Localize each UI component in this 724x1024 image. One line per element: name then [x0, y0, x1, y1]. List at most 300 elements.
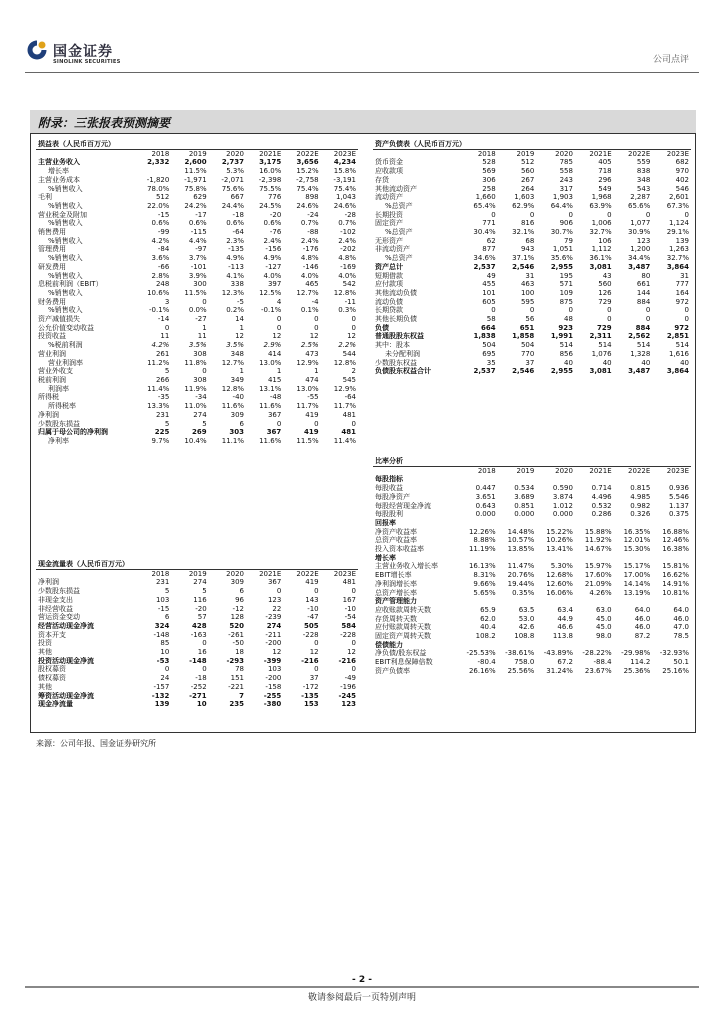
row-label: 其他长期负债: [375, 315, 417, 324]
cell-value: 37: [525, 358, 535, 367]
row-label: 总资产增长率: [375, 588, 417, 597]
cell-value: 504: [520, 341, 535, 350]
cell-value: 943: [520, 245, 535, 254]
table-row: [373, 623, 691, 632]
cell-value: 13.19%: [623, 588, 651, 597]
cell-value: 2.4%: [338, 236, 356, 245]
cell-value: 4: [276, 297, 282, 306]
cell-value: 1,043: [335, 193, 356, 202]
cell-value: 106: [598, 236, 612, 245]
cell-value: -102: [340, 228, 356, 237]
row-label: 少数股东损益: [38, 419, 80, 428]
cell-value: 402: [675, 175, 689, 184]
cell-value: 512: [155, 193, 170, 202]
cell-value: 50.1: [673, 658, 689, 667]
cell-value: 2,600: [184, 158, 207, 167]
cell-value: 923: [558, 323, 573, 332]
cell-value: 1: [239, 367, 244, 376]
cell-value: 367: [266, 428, 282, 437]
table-row: [373, 562, 691, 571]
cell-value: -18: [232, 210, 244, 219]
cell-value: 1,124: [668, 219, 689, 228]
cell-value: 571: [559, 280, 573, 289]
cell-value: 4.26%: [589, 588, 612, 597]
cell-value: 1,991: [550, 332, 573, 341]
row-label: 资产减值损失: [38, 315, 80, 324]
cell-value: 5.3%: [226, 167, 244, 176]
cell-value: 898: [305, 193, 319, 202]
cell-value: 0.7%: [300, 219, 319, 228]
cell-value: 126: [598, 288, 612, 297]
cell-value: 542: [342, 280, 356, 289]
row-label: 其他: [38, 648, 52, 657]
cell-value: 46.0: [634, 614, 651, 623]
cell-value: 40: [680, 358, 689, 367]
income-statement-table: [36, 140, 358, 446]
cell-value: [536, 597, 575, 606]
cell-value: 0.000: [475, 510, 496, 519]
cell-value: 13.41%: [546, 545, 573, 554]
cell-value: 0: [491, 210, 496, 219]
row-label: 每股股利: [375, 510, 403, 519]
row-label: 回报率: [375, 518, 396, 527]
row-label: 应付账款周转天数: [375, 623, 431, 632]
cell-value: 481: [341, 428, 356, 437]
year-header: 2021E: [259, 569, 282, 578]
appendix-title: 附录：三张报表预测摘要: [38, 116, 171, 130]
table-row: [373, 475, 691, 484]
cell-value: 3,175: [259, 158, 282, 167]
cell-value: 5.546: [668, 492, 689, 501]
cell-value: 0.0%: [188, 306, 207, 315]
row-label: 固定资产: [375, 219, 403, 228]
cell-value: 0.532: [591, 501, 612, 510]
row-label: 应收账款周转天数: [375, 605, 431, 614]
cell-value: -172: [302, 682, 319, 691]
cell-value: -5: [237, 297, 244, 306]
cell-value: -10: [344, 604, 356, 613]
row-label: 每股经营现金净流: [375, 501, 431, 510]
cell-value: 62.9%: [512, 201, 535, 210]
cell-value: 261: [155, 349, 170, 358]
cell-value: -28.22%: [582, 649, 612, 658]
cell-value: -115: [190, 228, 207, 237]
cell-value: 296: [598, 175, 612, 184]
cell-value: 12.8%: [333, 288, 356, 297]
cell-value: 12.26%: [468, 527, 496, 536]
cell-value: -1,971: [184, 175, 207, 184]
cell-value: 264: [520, 184, 535, 193]
row-label: 增长率: [375, 553, 396, 562]
cell-value: 0: [607, 315, 612, 324]
cell-value: 64.0: [634, 605, 651, 614]
cell-value: 0: [276, 315, 282, 324]
row-label: 经营活动现金净流: [38, 621, 94, 630]
source-note: 来源：公司年报、国金证券研究所: [36, 739, 156, 748]
row-label: 营业利润: [38, 349, 66, 358]
year-header: 2019: [188, 569, 207, 578]
cell-value: -146: [302, 262, 319, 271]
table-row: [36, 185, 358, 194]
cell-value: 3.5%: [188, 341, 207, 350]
cell-value: 12.9%: [333, 384, 356, 393]
cell-value: -15: [157, 604, 170, 613]
cell-value: -20: [195, 604, 207, 613]
document-type: 公司点评: [652, 55, 689, 65]
row-label: 流动资产: [375, 193, 403, 202]
row-label: 货币资金: [375, 158, 403, 167]
cell-value: 12.60%: [546, 579, 573, 588]
table-row: [373, 589, 691, 598]
row-label: 归属于母公司的净利润: [38, 428, 108, 437]
cell-value: 6: [239, 419, 244, 428]
row-label: 净负债/股东权益: [375, 649, 427, 658]
cell-value: 35.6%: [550, 254, 573, 263]
table-row: [373, 359, 691, 368]
cell-value: 15.8%: [333, 167, 356, 176]
table-row: [36, 402, 358, 411]
cell-value: 116: [193, 595, 207, 604]
cell-value: 4.4%: [188, 236, 207, 245]
cell-value: 1,616: [668, 349, 689, 358]
cell-value: 5: [202, 419, 207, 428]
cell-value: 16.62%: [662, 571, 689, 580]
cell-value: [614, 597, 653, 606]
cell-value: 11: [160, 332, 170, 341]
cell-value: 144: [636, 288, 651, 297]
cell-value: 0.6%: [226, 219, 244, 228]
cell-value: 2.4%: [300, 236, 319, 245]
cell-value: 10.81%: [662, 588, 689, 597]
cell-value: 1: [276, 367, 282, 376]
cell-value: 473: [305, 349, 319, 358]
row-label: 净资产收益率: [375, 527, 417, 536]
table-title: 现金流量表（人民币百万元）: [36, 560, 358, 569]
cell-value: 11: [197, 332, 207, 341]
cell-value: 667: [230, 193, 244, 202]
cell-value: -54: [344, 613, 356, 622]
cell-value: 463: [520, 280, 535, 289]
row-label: 主营业务收入增长率: [375, 562, 438, 571]
cell-value: 13.85%: [507, 545, 535, 554]
cell-value: 2.3%: [226, 236, 244, 245]
table-row: [373, 571, 691, 580]
row-label: 非经营收益: [38, 604, 73, 613]
row-label: 其他流动负债: [375, 288, 417, 297]
cell-value: 14: [235, 315, 244, 324]
cell-value: 15.81%: [662, 562, 689, 571]
cell-value: 30.4%: [473, 228, 496, 237]
cell-value: 0.714: [591, 484, 612, 493]
row-label: 非现金支出: [38, 595, 73, 604]
cell-value: -157: [153, 682, 170, 691]
cell-value: 78.0%: [147, 184, 170, 193]
row-label: 负债股东权益合计: [375, 367, 431, 376]
cell-value: 0.643: [475, 501, 496, 510]
cell-value: -25.53%: [466, 649, 496, 658]
year-header: 2022E: [296, 569, 319, 578]
cell-value: -97: [195, 245, 207, 254]
cell-value: 0: [276, 323, 282, 332]
cell-value: 0: [314, 323, 319, 332]
cell-value: 4.496: [591, 492, 612, 501]
row-label: 营业税金及附加: [38, 210, 87, 219]
table-row: [36, 692, 358, 701]
cell-value: 2.2%: [338, 341, 356, 350]
cell-value: 15.17%: [623, 562, 651, 571]
cell-value: [536, 519, 575, 528]
cell-value: 6: [239, 587, 244, 596]
cell-value: 0.6%: [151, 219, 170, 228]
year-header: 2023E: [666, 466, 689, 475]
cell-value: -245: [338, 691, 356, 700]
cell-value: -2,398: [258, 175, 282, 184]
cell-value: 108.2: [475, 632, 496, 641]
cell-value: 514: [675, 341, 689, 350]
year-header: 2019: [516, 149, 535, 158]
year-header: 2020: [555, 466, 573, 475]
cell-value: 26.16%: [468, 666, 496, 675]
page-header: [0, 0, 724, 72]
cell-value: -29.98%: [621, 649, 651, 658]
cell-value: -2,758: [296, 175, 319, 184]
cell-value: 545: [342, 375, 356, 384]
cell-value: -88: [307, 228, 319, 237]
cell-value: 258: [482, 184, 496, 193]
cell-value: -271: [189, 691, 207, 700]
cell-value: [536, 641, 575, 650]
cell-value: 67.3%: [666, 201, 689, 210]
table-row: [36, 324, 358, 333]
cell-value: 9.7%: [151, 436, 170, 445]
cell-value: 24: [160, 674, 170, 683]
cell-value: [459, 475, 498, 484]
cell-value: -196: [340, 682, 356, 691]
row-label: 资产管理能力: [375, 597, 417, 606]
cell-value: 243: [559, 175, 573, 184]
table-row: [373, 298, 691, 307]
cell-value: -399: [263, 656, 282, 665]
row-label: 非流动资产: [375, 245, 410, 254]
cell-value: 419: [305, 578, 319, 587]
cell-value: 12.7%: [221, 358, 244, 367]
cell-value: 514: [636, 341, 651, 350]
cell-value: 248: [155, 280, 170, 289]
cell-value: [134, 167, 171, 176]
cell-value: 1.012: [552, 501, 573, 510]
row-label: 应收款项: [375, 167, 403, 176]
cell-value: 6: [164, 613, 170, 622]
cell-value: 14.14%: [623, 579, 651, 588]
year-header-blank: [373, 149, 459, 158]
table-row: [36, 289, 358, 298]
cell-value: 2,562: [628, 332, 651, 341]
cell-value: 0: [351, 639, 356, 648]
cell-value: 13.0%: [259, 358, 282, 367]
table-row: [373, 280, 691, 289]
row-label: %税前利润: [48, 341, 83, 350]
row-label: 资本开支: [38, 630, 66, 639]
cell-value: 4.8%: [338, 254, 356, 263]
cell-value: 11.5%: [184, 167, 207, 176]
cell-value: 3.9%: [188, 271, 207, 280]
year-header-blank: [36, 569, 134, 578]
table-row: [373, 211, 691, 220]
cell-value: 367: [267, 410, 282, 419]
cell-value: -228: [302, 630, 319, 639]
cell-value: 0: [607, 306, 612, 315]
cell-value: 10.6%: [147, 288, 170, 297]
cell-value: 0: [645, 210, 651, 219]
table-row: [373, 658, 691, 667]
table-row: [373, 272, 691, 281]
row-label: 主营业务成本: [38, 175, 80, 184]
row-label: 每股净资产: [375, 492, 410, 501]
cell-value: 267: [520, 175, 535, 184]
cell-value: 875: [559, 297, 573, 306]
year-header: 2018: [151, 149, 170, 158]
cell-value: -176: [302, 245, 319, 254]
cell-value: 1.137: [668, 501, 689, 510]
cell-value: 514: [598, 341, 612, 350]
cell-value: -239: [265, 613, 282, 622]
cell-value: 884: [635, 323, 651, 332]
cell-value: -135: [301, 691, 319, 700]
cell-value: -169: [340, 262, 356, 271]
cell-value: 4.0%: [263, 271, 282, 280]
table-row: [373, 536, 691, 545]
cell-value: 30.9%: [628, 228, 651, 237]
cell-value: 1,200: [630, 245, 651, 254]
cell-value: [459, 597, 498, 606]
cell-value: 123: [267, 595, 282, 604]
table-row: [36, 350, 358, 359]
cell-value: 11.9%: [184, 384, 207, 393]
cell-value: 481: [342, 578, 356, 587]
cell-value: 0: [351, 315, 356, 324]
cell-value: 0: [202, 297, 207, 306]
cell-value: -0.1%: [149, 306, 170, 315]
cell-value: 0: [684, 306, 689, 315]
cell-value: 785: [559, 158, 573, 167]
cell-value: 11.6%: [259, 436, 282, 445]
cell-value: 16.0%: [259, 167, 282, 176]
cell-value: 46.0: [673, 614, 689, 623]
table-row: [36, 237, 358, 246]
cell-value: 266: [155, 375, 170, 384]
year-header: 2020: [226, 149, 244, 158]
table-row: [36, 298, 358, 307]
cell-value: 558: [559, 167, 573, 176]
cell-value: 5: [202, 587, 207, 596]
cell-value: 11.92%: [584, 536, 612, 545]
row-label: 固定资产周转天数: [375, 632, 431, 641]
cell-value: -20: [269, 210, 282, 219]
table-row: [373, 632, 691, 641]
cell-value: 0: [202, 665, 207, 674]
cell-value: 1,051: [552, 245, 573, 254]
cell-value: 78.5: [673, 632, 689, 641]
cell-value: 11.5%: [296, 436, 319, 445]
cell-value: [614, 641, 653, 650]
cell-value: 0.982: [630, 501, 651, 510]
row-label: 净利润: [38, 578, 59, 587]
cell-value: 13.3%: [147, 402, 170, 411]
cell-value: -10: [307, 604, 319, 613]
cell-value: 274: [193, 578, 207, 587]
cell-value: 0: [164, 323, 170, 332]
cell-value: [575, 641, 614, 650]
cell-value: 324: [154, 621, 170, 630]
cell-value: 57: [197, 613, 207, 622]
cell-value: 46.0: [634, 623, 651, 632]
row-label: 主营业务收入: [38, 158, 80, 167]
cell-value: 75.5%: [259, 184, 282, 193]
year-header: 2021E: [589, 466, 612, 475]
cell-value: 15.22%: [546, 527, 573, 536]
table-row: [373, 202, 691, 211]
table-row: [373, 615, 691, 624]
table-row: [373, 341, 691, 350]
cell-value: 164: [675, 288, 689, 297]
table-row: [36, 306, 358, 315]
cell-value: 1,903: [552, 193, 573, 202]
cell-value: [614, 475, 653, 484]
table-row: [373, 158, 691, 167]
cell-value: -163: [190, 630, 207, 639]
cell-value: 75.4%: [296, 184, 319, 193]
cell-value: 4.9%: [226, 254, 244, 263]
cell-value: -12: [232, 604, 244, 613]
cell-value: 415: [267, 375, 282, 384]
cell-value: 12.9%: [296, 358, 319, 367]
cell-value: 5: [164, 587, 170, 596]
cell-value: 11.7%: [296, 402, 319, 411]
cell-value: 419: [305, 410, 319, 419]
table-row: [373, 263, 691, 272]
table-row: [36, 367, 358, 376]
year-header: 2020: [555, 149, 573, 158]
table-row: [36, 263, 358, 272]
cell-value: 45.0: [596, 623, 612, 632]
row-label: 应付款项: [375, 280, 403, 289]
cell-value: 36.1%: [589, 254, 612, 263]
cell-value: -49: [344, 674, 356, 683]
table-row: [373, 502, 691, 511]
cell-value: 47.0: [673, 623, 689, 632]
table-row: [36, 665, 358, 674]
cell-value: [575, 519, 614, 528]
cell-value: 16.88%: [662, 527, 689, 536]
cell-value: 0: [491, 306, 496, 315]
cell-value: [652, 475, 691, 484]
cell-value: 31: [525, 271, 535, 280]
cell-value: 40: [564, 358, 573, 367]
cell-value: 3,487: [628, 262, 651, 271]
table-row: [36, 176, 358, 185]
table-row: [36, 631, 358, 640]
cell-value: 11.0%: [184, 402, 207, 411]
cell-value: -101: [190, 262, 207, 271]
cell-value: -35: [157, 393, 170, 402]
cell-value: 8.88%: [473, 536, 496, 545]
cell-value: -50: [232, 639, 244, 648]
table-row: [373, 254, 691, 263]
cell-value: 12.68%: [546, 571, 573, 580]
row-label: EBIT增长率: [375, 571, 412, 580]
cell-value: 2.9%: [263, 341, 282, 350]
brand-name-en: SINOLINK SECURITIES: [53, 59, 121, 65]
